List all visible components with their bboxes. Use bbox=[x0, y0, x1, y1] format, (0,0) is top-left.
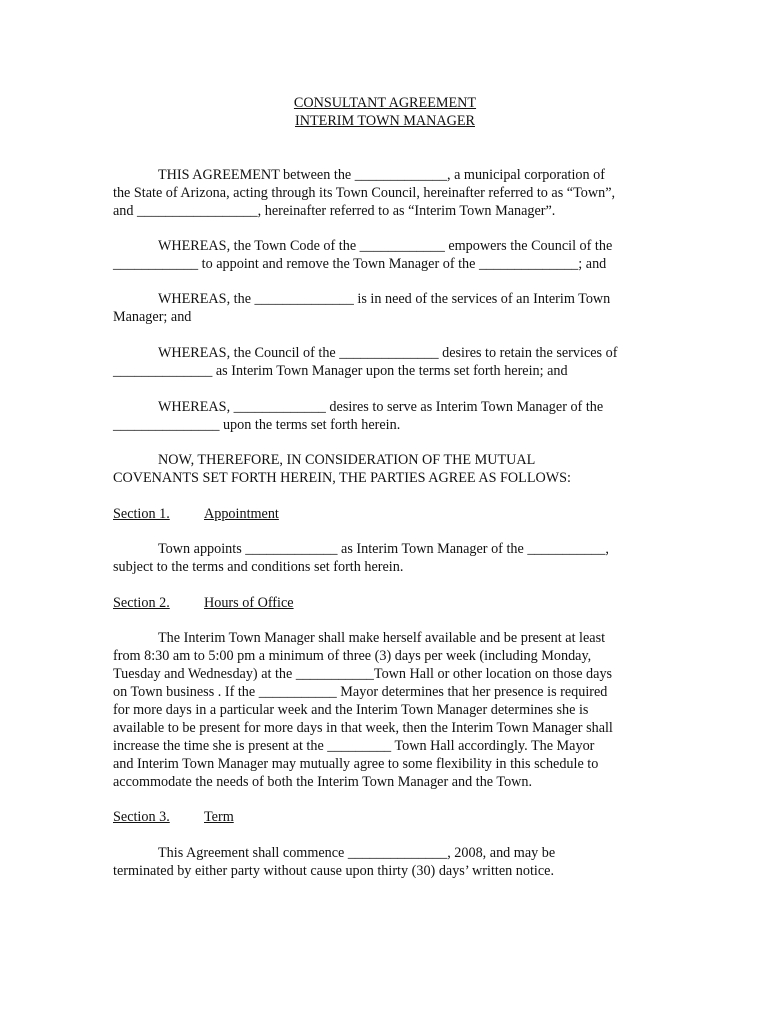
whereas-paragraph-4 bbox=[113, 398, 659, 434]
whereas3-line-1: WHEREAS, the Council of the ______________ desires to retain the services of bbox=[158, 345, 618, 361]
section-3-heading bbox=[113, 808, 659, 826]
whereas4-line-2: _______________ upon the terms set forth herein. bbox=[113, 417, 401, 433]
intro-line-2: the State of Arizona, acting through its Town Council, hereinafter referred to as “Town”, bbox=[113, 185, 616, 201]
section-2-paragraph bbox=[113, 629, 659, 791]
section-3-paragraph bbox=[113, 844, 659, 880]
whereas-paragraph-1 bbox=[113, 237, 659, 273]
section-2-number: Section 2. bbox=[113, 595, 170, 611]
section2-line-6: available to be present for more days in that week, then the Interim Town Manager shall bbox=[113, 720, 613, 736]
section2-line-5: for more days in a particular week and the Interim Town Manager determines she is bbox=[113, 702, 589, 718]
section3-line-2: terminated by either party without cause upon thirty (30) days’ written notice. bbox=[113, 863, 554, 879]
section2-line-8: and Interim Town Manager may mutually agree to some flexibility in this schedule to bbox=[113, 756, 599, 772]
section-1-title: Appointment bbox=[204, 506, 279, 522]
section-3-number: Section 3. bbox=[113, 809, 170, 825]
section-3-title: Term bbox=[204, 809, 234, 825]
intro-paragraph bbox=[113, 166, 659, 220]
now-therefore-paragraph bbox=[113, 451, 659, 487]
section3-line-1: This Agreement shall commence ______________, 2008, and may be bbox=[158, 845, 556, 861]
document-title bbox=[0, 94, 770, 130]
whereas3-line-2: ______________ as Interim Town Manager upon the terms set forth herein; and bbox=[113, 363, 568, 379]
whereas-paragraph-3 bbox=[113, 344, 659, 380]
section2-line-4: on Town business . If the ___________ Mayor determines that her presence is required bbox=[113, 684, 608, 700]
whereas1-line-1: WHEREAS, the Town Code of the ____________ empowers the Council of the bbox=[158, 238, 613, 254]
intro-line-3: and _________________, hereinafter referred to as “Interim Town Manager”. bbox=[113, 203, 556, 219]
section-2-heading bbox=[113, 594, 659, 612]
section-1-heading bbox=[113, 505, 659, 523]
section1-line-2: subject to the terms and conditions set forth herein. bbox=[113, 559, 404, 575]
section-1-paragraph bbox=[113, 540, 659, 576]
section1-line-1: Town appoints _____________ as Interim Town Manager of the ___________, bbox=[158, 541, 609, 557]
whereas-paragraph-2 bbox=[113, 290, 659, 326]
whereas4-line-1: WHEREAS, _____________ desires to serve as Interim Town Manager of the bbox=[158, 399, 604, 415]
section2-line-9: accommodate the needs of both the Interim Town Manager and the Town. bbox=[113, 774, 533, 790]
whereas1-line-2: ____________ to appoint and remove the Town Manager of the ______________; and bbox=[113, 256, 607, 272]
whereas2-line-1: WHEREAS, the ______________ is in need of the services of an Interim Town bbox=[158, 291, 611, 307]
section2-line-1: The Interim Town Manager shall make herself available and be present at least bbox=[158, 630, 606, 646]
section2-line-3: Tuesday and Wednesday) at the ___________Town Hall or other location on those days bbox=[113, 666, 613, 682]
whereas2-line-2: Manager; and bbox=[113, 309, 192, 325]
title-line-1: CONSULTANT AGREEMENT bbox=[293, 95, 477, 111]
intro-line-1: THIS AGREEMENT between the _____________, a municipal corporation of bbox=[158, 167, 605, 183]
now-therefore-line-1: NOW, THEREFORE, IN CONSIDERATION OF THE MUTUAL bbox=[158, 452, 536, 468]
section2-line-7: increase the time she is present at the _________ Town Hall accordingly. The Mayor bbox=[113, 738, 595, 754]
section2-line-2: from 8:30 am to 5:00 pm a minimum of three (3) days per week (including Monday, bbox=[113, 648, 592, 664]
title-line-2: INTERIM TOWN MANAGER bbox=[295, 113, 475, 129]
now-therefore-line-2: COVENANTS SET FORTH HEREIN, THE PARTIES AGREE AS FOLLOWS: bbox=[113, 470, 571, 486]
section-1-number: Section 1. bbox=[113, 506, 170, 522]
section-2-title: Hours of Office bbox=[204, 595, 294, 611]
